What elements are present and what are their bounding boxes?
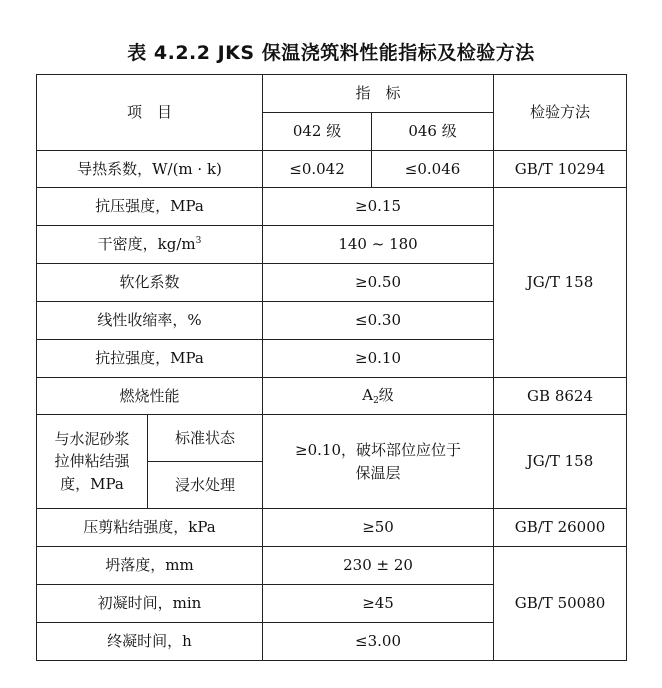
row-name-compressive: 抗压强度，MPa [37,188,263,226]
row-method-group-2: GB/T 50080 [494,547,627,661]
row-name-final-set: 终凝时间，h [37,623,263,661]
row-value-shrinkage: ≤0.30 [263,302,494,340]
row-value-tensile: ≥0.10 [263,340,494,378]
row-value-initial-set: ≥45 [263,585,494,623]
table-row [37,415,627,462]
table-row [37,547,627,585]
header-method: 检验方法 [494,75,627,151]
header-grade-042: 042 级 [263,113,372,151]
row-method-combustion: GB 8624 [494,378,627,415]
row-value-final-set: ≤3.00 [263,623,494,661]
row-name-slump: 坍落度，mm [37,547,263,585]
spec-table [36,74,627,661]
row-name-thermal: 导热系数，W/(m · k) [37,151,263,188]
row-name-bond-mortar [37,415,148,509]
row-value-shear-bond: ≥50 [263,509,494,547]
bond-value-line-1: ≥0.10，破坏部位应位于 [295,441,461,459]
row-value-bond-mortar [263,415,494,509]
table-title: 表 4.2.2 JKS 保温浇筑料性能指标及检验方法 [127,42,535,64]
bond-value-line-2: 保温层 [355,463,401,482]
table-row [37,509,627,547]
table-header-row [37,75,627,113]
row-value-compressive: ≥0.15 [263,188,494,226]
row-value-slump: 230 ± 20 [263,547,494,585]
row-method-group-1: JG/T 158 [494,188,627,378]
row-value-softening: ≥0.50 [263,264,494,302]
table-row [37,378,627,415]
bond-name-line-3: 度，MPa [60,474,124,493]
row-state-water: 浸水处理 [148,462,263,509]
combustion-class: A [362,385,374,404]
row-name-combustion: 燃烧性能 [37,378,263,415]
header-item: 项 目 [37,75,263,151]
table-row [37,188,627,226]
row-name-shrinkage: 线性收缩率，% [37,302,263,340]
row-name-tensile: 抗拉强度，MPa [37,340,263,378]
row-method-shear-bond: GB/T 26000 [494,509,627,547]
bond-name-line-2: 拉伸粘结强 [54,452,130,471]
row-name-shear-bond: 压剪粘结强度，kPa [37,509,263,547]
header-index: 指 标 [263,75,494,113]
row-name-density [37,226,263,264]
row-state-standard: 标准状态 [148,415,263,462]
row-name-initial-set: 初凝时间，min [37,585,263,623]
table-row [37,151,627,188]
combustion-subscript: 2 [373,395,379,406]
row-value-combustion [263,378,494,415]
row-name-softening: 软化系数 [37,264,263,302]
row-value-thermal-042: ≤0.042 [263,151,372,188]
density-superscript: 3 [195,236,202,247]
row-value-thermal-046: ≤0.046 [372,151,494,188]
header-grade-046: 046 级 [372,113,494,151]
bond-name-line-1: 与水泥砂浆 [54,429,130,448]
density-label: 干密度，kg/m [97,235,196,254]
row-method-thermal: GB/T 10294 [494,151,627,188]
row-method-bond-mortar: JG/T 158 [494,415,627,509]
row-value-density: 140 ~ 180 [263,226,494,264]
combustion-suffix: 级 [378,385,394,404]
